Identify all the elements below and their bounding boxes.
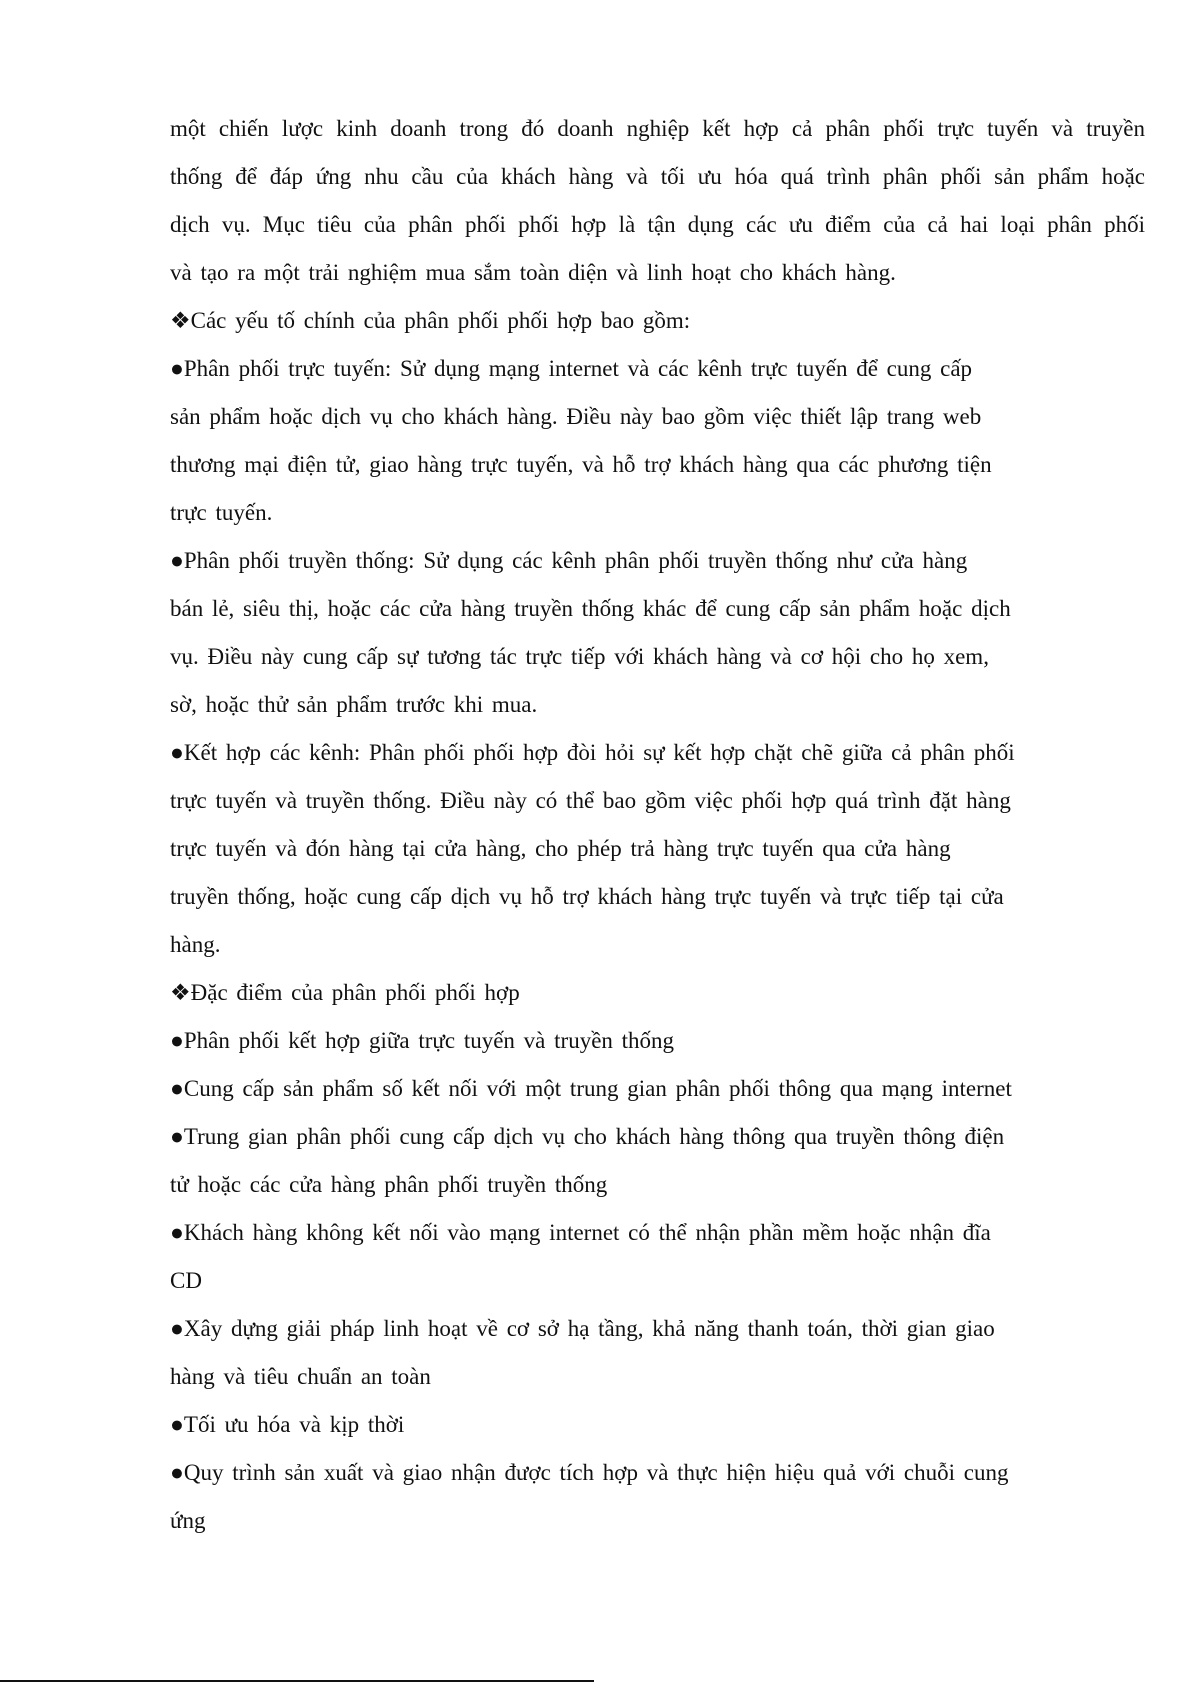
bullet-item [170,1449,1145,1545]
section-heading [170,297,1145,345]
text-line: ●Phân phối truyền thống: Sử dụng các kênh phân phối truyền thống như cửa hàng [170,548,968,573]
text-line: ●Phân phối kết hợp giữa trực tuyến và truyền thống [170,1028,675,1053]
text-line: dịch vụ. Mục tiêu của phân phối phối hợp là tận dụng các ưu điểm của cả hai loại phân phối [170,212,1145,237]
text-line: ●Quy trình sản xuất và giao nhận được tích hợp và thực hiện hiệu quả với chuỗi cung [170,1460,1009,1485]
text-line: ●Xây dựng giải pháp linh hoạt về cơ sở hạ tầng, khả năng thanh toán, thời gian giao [170,1316,995,1341]
footer-divider [0,1680,594,1682]
text-line: ●Trung gian phân phối cung cấp dịch vụ cho khách hàng thông qua truyền thông điện [170,1124,1005,1149]
text-line: trực tuyến và truyền thống. Điều này có thể bao gồm việc phối hợp quá trình đặt hàng [170,788,1011,813]
text-line: ●Kết hợp các kênh: Phân phối phối hợp đòi hỏi sự kết hợp chặt chẽ giữa cả phân phối [170,740,1015,765]
text-line: sờ, hoặc thử sản phẩm trước khi mua. [170,692,538,717]
text-line: thống để đáp ứng nhu cầu của khách hàng và tối ưu hóa quá trình phân phối sản phẩm hoặc [170,164,1145,189]
document-body [170,105,1145,1545]
text-line: bán lẻ, siêu thị, hoặc các cửa hàng truyền thống khác để cung cấp sản phẩm hoặc dịch [170,596,1011,621]
text-line: một chiến lược kinh doanh trong đó doanh nghiệp kết hợp cả phân phối trực tuyến và truyền [170,116,1145,141]
text-line: tử hoặc các cửa hàng phân phối truyền thống [170,1172,608,1197]
paragraph [170,105,1145,297]
text-line: trực tuyến và đón hàng tại cửa hàng, cho phép trả hàng trực tuyến qua cửa hàng [170,836,951,861]
section-heading [170,969,1145,1017]
text-line: truyền thống, hoặc cung cấp dịch vụ hỗ trợ khách hàng trực tuyến và trực tiếp tại cửa [170,884,1004,909]
bullet-item [170,1401,1145,1449]
text-line: ●Cung cấp sản phẩm số kết nối với một trung gian phân phối thông qua mạng internet [170,1076,1012,1101]
text-line: ●Khách hàng không kết nối vào mạng internet có thể nhận phần mềm hoặc nhận đĩa [170,1220,991,1245]
bullet-item [170,1065,1145,1113]
text-line: CD [170,1268,202,1293]
text-line: trực tuyến. [170,500,273,525]
bullet-item [170,1113,1145,1209]
bullet-item [170,1305,1145,1401]
text-line: hàng và tiêu chuẩn an toàn [170,1364,431,1389]
bullet-item [170,1017,1145,1065]
text-line: ❖Các yếu tố chính của phân phối phối hợp bao gồm: [170,308,691,333]
text-line: thương mại điện tử, giao hàng trực tuyến, và hỗ trợ khách hàng qua các phương tiện [170,452,992,477]
text-line: ứng [170,1508,206,1533]
bullet-item [170,345,1145,537]
text-line: sản phẩm hoặc dịch vụ cho khách hàng. Điều này bao gồm việc thiết lập trang web [170,404,982,429]
text-line: hàng. [170,932,221,957]
text-line: và tạo ra một trải nghiệm mua sắm toàn diện và linh hoạt cho khách hàng. [170,260,896,285]
text-line: ●Phân phối trực tuyến: Sử dụng mạng internet và các kênh trực tuyến để cung cấp [170,356,973,381]
bullet-item [170,729,1145,969]
text-line: vụ. Điều này cung cấp sự tương tác trực tiếp với khách hàng và cơ hội cho họ xem, [170,644,989,669]
text-line: ●Tối ưu hóa và kịp thời [170,1412,405,1437]
bullet-item [170,1209,1145,1305]
text-line: ❖Đặc điểm của phân phối phối hợp [170,980,520,1005]
bullet-item [170,537,1145,729]
